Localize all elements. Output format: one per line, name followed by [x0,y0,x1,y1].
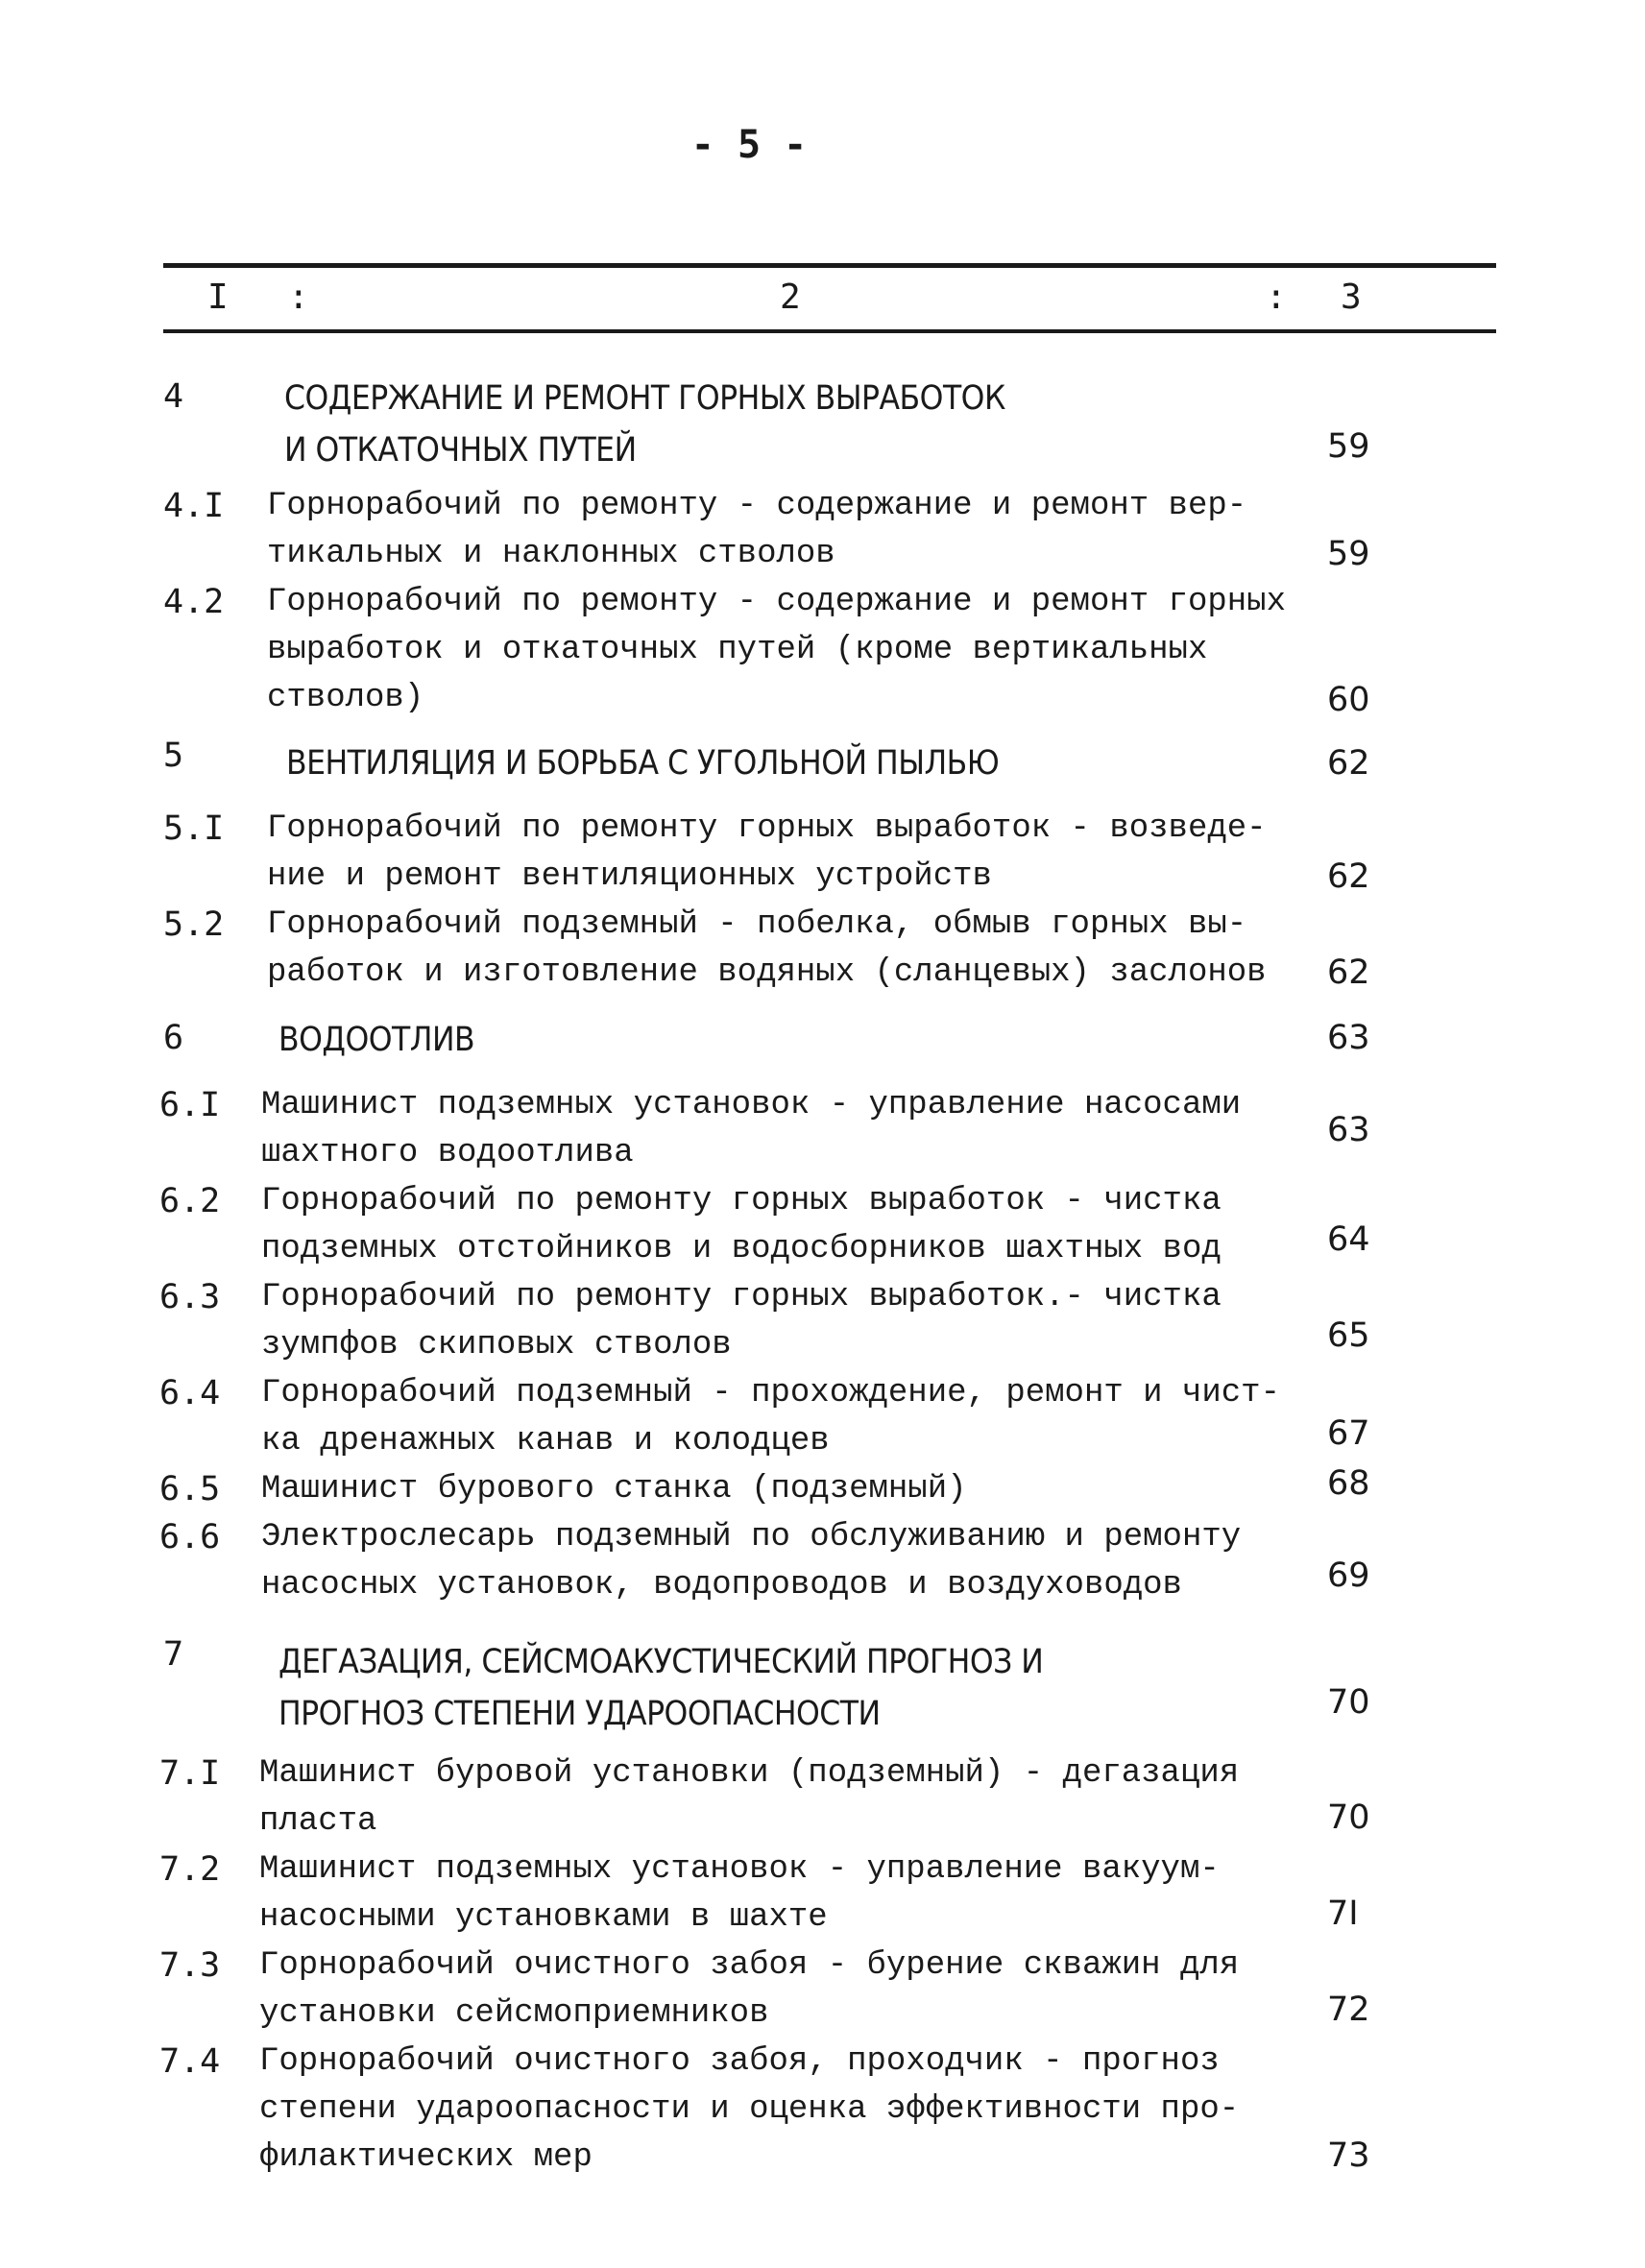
toc-entry-title-line: ПРОГНОЗ СТЕПЕНИ УДАРООПАСНОСТИ [278,1695,881,1733]
toc-entry-title-line: установки сейсмоприемников [259,1995,769,2032]
toc-entry-number: 4 [163,377,184,416]
toc-entry-page: 64 [1327,1220,1370,1259]
toc-entry-number: 5.2 [163,905,225,944]
toc-entry-number: 6.6 [159,1518,221,1556]
toc-entry-title-line: Горнорабочий по ремонту горных выработок - чистка [261,1183,1222,1219]
toc-entry-number: 6 [163,1019,184,1057]
toc-entry-title-line: выработок и откаточных путей (кроме вертикальных [267,632,1208,668]
toc-entry-page: 63 [1327,1111,1370,1149]
toc-entry-number: 5.I [163,809,225,848]
toc-entry-title [267,482,1246,578]
toc-entry-title-line: Горнорабочий подземный - побелка, обмыв горных вы- [267,906,1247,943]
toc-entry-page: 7I [1327,1894,1359,1933]
toc-entry-title [259,1749,1239,1846]
toc-entry-page: 60 [1327,681,1370,719]
toc-entry-title [259,2038,1239,2182]
toc-entry-number: 7.4 [159,2042,221,2081]
toc-entry-page: 62 [1327,857,1370,896]
toc-entry-title [261,1273,1222,1369]
column-separator-2: : [1266,277,1287,317]
toc-entry-title-line: Горнорабочий очистного забоя, проходчик - прогноз [259,2043,1220,2080]
toc-entry-number: 6.I [159,1086,221,1124]
toc-entry-title-line: Машинист буровой установки (подземный) - дегазация [259,1755,1240,1792]
toc-entry-number: 5 [163,736,184,775]
toc-entry-number: 7 [163,1635,184,1674]
toc-entry-page: 65 [1327,1316,1370,1355]
toc-entry-title-line: ка дренажных канав и колодцев [261,1423,830,1460]
toc-entry-title-line: СОДЕРЖАНИЕ И РЕМОНТ ГОРНЫХ ВЫРАБОТОК [284,379,1005,418]
column-header-2: 2 [780,277,801,317]
toc-entry-title [278,1014,474,1066]
page-number: - 5 - [690,123,808,167]
toc-entry-number: 4.2 [163,583,225,621]
toc-entry-title [284,373,1005,476]
toc-entry-number: 6.2 [159,1182,221,1220]
toc-entry-title-line: шахтного водоотлива [261,1135,634,1171]
toc-entry-title-line: филактических мер [259,2139,593,2176]
toc-entry-title-line: ВЕНТИЛЯЦИЯ И БОРЬБА С УГОЛЬНОЙ ПЫЛЬЮ [286,744,1000,783]
toc-entry-page: 70 [1327,1798,1370,1837]
toc-entry-title [259,1846,1220,1942]
toc-entry-number: 7.2 [159,1850,221,1889]
toc-entry-title [261,1465,967,1513]
toc-entry-title [261,1513,1241,1609]
toc-entry-title-line: зумпфов скиповых стволов [261,1327,732,1363]
toc-entry-page: 70 [1327,1683,1370,1722]
toc-entry-number: 4.I [163,487,225,525]
toc-entry-title-line: стволов) [267,680,424,716]
toc-entry-number: 6.5 [159,1470,221,1508]
toc-entry-page: 59 [1327,427,1370,466]
toc-entry-title [259,1942,1239,2038]
toc-entry-title-line: Горнорабочий очистного забоя - бурение скважин для [259,1947,1240,1984]
toc-entry-page: 62 [1327,744,1370,783]
toc-entry-title [286,737,999,789]
toc-entry-title-line: Машинист подземных установок - управление насосами [261,1087,1242,1123]
toc-entry-title [261,1081,1241,1177]
toc-entry-title [267,578,1286,722]
toc-entry-title-line: ние и ремонт вентиляционных устройств [267,858,992,895]
toc-entry-title-line: Горнорабочий по ремонту горных выработок.- чистка [261,1279,1222,1315]
toc-entry-title [267,805,1267,901]
column-header-3: 3 [1341,277,1362,317]
toc-entry-title-line: Горнорабочий по ремонту горных выработок - возведе- [267,810,1267,847]
toc-entry-title-line: Машинист подземных установок - управление вакуум- [259,1851,1220,1888]
toc-entry-page: 73 [1327,2136,1370,2175]
toc-entry-page: 72 [1327,1991,1370,2029]
toc-entry-title-line: ВОДООТЛИВ [278,1021,475,1059]
toc-entry-number: 7.I [159,1754,221,1793]
toc-entry-title-line: насосными установками в шахте [259,1899,828,1936]
toc-entry-title-line: Горнорабочий подземный - прохождение, ремонт и чист- [261,1375,1280,1411]
toc-entry-page: 59 [1327,535,1370,573]
toc-entry-page: 62 [1327,953,1370,992]
column-separator-1: : [288,277,309,317]
toc-entry-title-line: степени удароопасности и оценка эффективности про- [259,2091,1240,2128]
toc-entry-page: 68 [1327,1464,1370,1503]
toc-entry-number: 7.3 [159,1946,221,1985]
toc-entry-title-line: И ОТКАТОЧНЫХ ПУТЕЙ [284,431,637,470]
toc-entry-title-line: Горнорабочий по ремонту - содержание и ремонт вер- [267,488,1247,524]
toc-entry-title-line: Машинист бурового станка (подземный) [261,1471,967,1508]
toc-entry-number: 6.4 [159,1374,221,1412]
toc-entry-page: 67 [1327,1414,1370,1453]
toc-entry-title-line: тикальных и наклонных стволов [267,536,835,572]
toc-entry-title-line: подземных отстойников и водосборников шахтных вод [261,1231,1222,1267]
toc-entry-title-line: пласта [259,1803,377,1840]
toc-entry-title [267,901,1267,997]
toc-entry-number: 6.3 [159,1278,221,1316]
column-header-1: I [207,277,229,317]
toc-entry-title-line: ДЕГАЗАЦИЯ, СЕЙСМОАКУСТИЧЕСКИЙ ПРОГНОЗ И [278,1643,1044,1681]
toc-entry-title-line: работок и изготовление водяных (сланцевых) заслонов [267,954,1267,991]
toc-entry-title-line: Электрослесарь подземный по обслуживанию и ремонту [261,1519,1242,1556]
toc-entry-title [261,1177,1222,1273]
toc-entry-title-line: насосных установок, водопроводов и воздуховодов [261,1567,1182,1604]
toc-entry-title [278,1636,1043,1740]
toc-entry-page: 63 [1327,1019,1370,1057]
toc-entry-title-line: Горнорабочий по ремонту - содержание и ремонт горных [267,584,1286,620]
toc-entry-page: 69 [1327,1556,1370,1595]
toc-entry-title [261,1369,1280,1465]
